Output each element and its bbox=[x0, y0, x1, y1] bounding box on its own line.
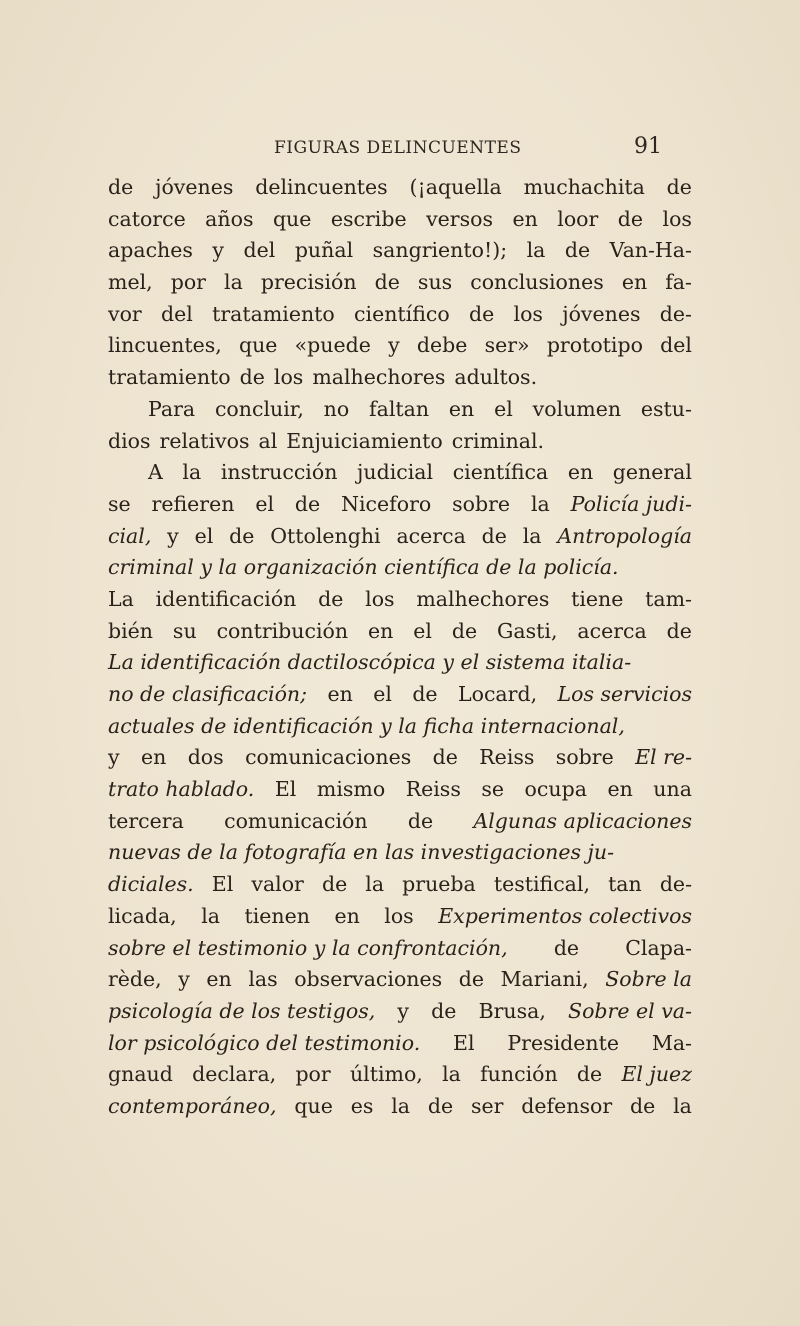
page-number: 91 bbox=[634, 134, 662, 159]
text-line: La identificación de los malhechores tiene tam- bbox=[108, 586, 692, 611]
text-line: criminal y la organización científica de la policía. bbox=[108, 555, 619, 580]
text-line: nuevas de la fotografía en las investigaciones ju- bbox=[108, 840, 615, 865]
text-line: La identificación dactiloscópica y el sistema italia- bbox=[108, 650, 632, 675]
text-line: tratamiento de los malhechores adultos. bbox=[108, 365, 538, 390]
text-line: diciales. El valor de la prueba testifical, tan de- bbox=[108, 872, 692, 897]
page-header bbox=[108, 134, 664, 164]
text-line: psicología de los testigos, y de Brusa, Sobre el va- bbox=[108, 998, 692, 1023]
text-line: se refieren el de Niceforo sobre la Policía judi- bbox=[108, 491, 692, 516]
text-line: tercera comunicación de Algunas aplicaciones bbox=[108, 808, 692, 833]
text-line: catorce años que escribe versos en loor de los bbox=[108, 206, 692, 231]
text-line: Para concluir, no faltan en el volumen estu- bbox=[148, 396, 692, 421]
text-line: rède, y en las observaciones de Mariani, Sobre la bbox=[108, 967, 692, 992]
text-line: bién su contribución en el de Gasti, acerca de bbox=[108, 618, 692, 643]
text-line: trato hablado. El mismo Reiss se ocupa en una bbox=[108, 777, 692, 802]
text-line: dios relativos al Enjuiciamiento criminal. bbox=[108, 428, 545, 453]
text-line: no de clasificación; en el de Locard, Los servicios bbox=[108, 682, 692, 706]
text-line: sobre el testimonio y la confrontación, de Clapa- bbox=[108, 935, 692, 960]
text-line: actuales de identificación y la ficha internacional, bbox=[108, 713, 625, 738]
text-line: lincuentes, que «puede y debe ser» prototipo del bbox=[108, 333, 692, 358]
text-line: vor del tratamiento científico de los jóvenes de- bbox=[108, 301, 692, 326]
text-line: contemporáneo, que es la de ser defensor de la bbox=[108, 1093, 692, 1118]
text-line: cial, y el de Ottolenghi acerca de la Antropología bbox=[108, 523, 692, 548]
text-line: y en dos comunicaciones de Reiss sobre El re- bbox=[108, 745, 692, 770]
running-title: FIGURAS DELINCUENTES bbox=[274, 138, 522, 158]
body-text bbox=[108, 172, 692, 1123]
text-line: mel, por la precisión de sus conclusiones en fa- bbox=[108, 270, 692, 295]
text-line: licada, la tienen en los Experimentos colectivos bbox=[108, 903, 692, 928]
text-line: A la instrucción judicial científica en general bbox=[148, 460, 692, 485]
text-line: de jóvenes delincuentes (¡aquella muchachita de bbox=[108, 175, 692, 199]
text-line: apaches y del puñal sangriento!); la de Van-Ha- bbox=[108, 238, 692, 263]
text-line: gnaud declara, por último, la función de El juez bbox=[108, 1062, 692, 1087]
text-line: lor psicológico del testimonio. El Presidente Ma- bbox=[108, 1030, 692, 1055]
